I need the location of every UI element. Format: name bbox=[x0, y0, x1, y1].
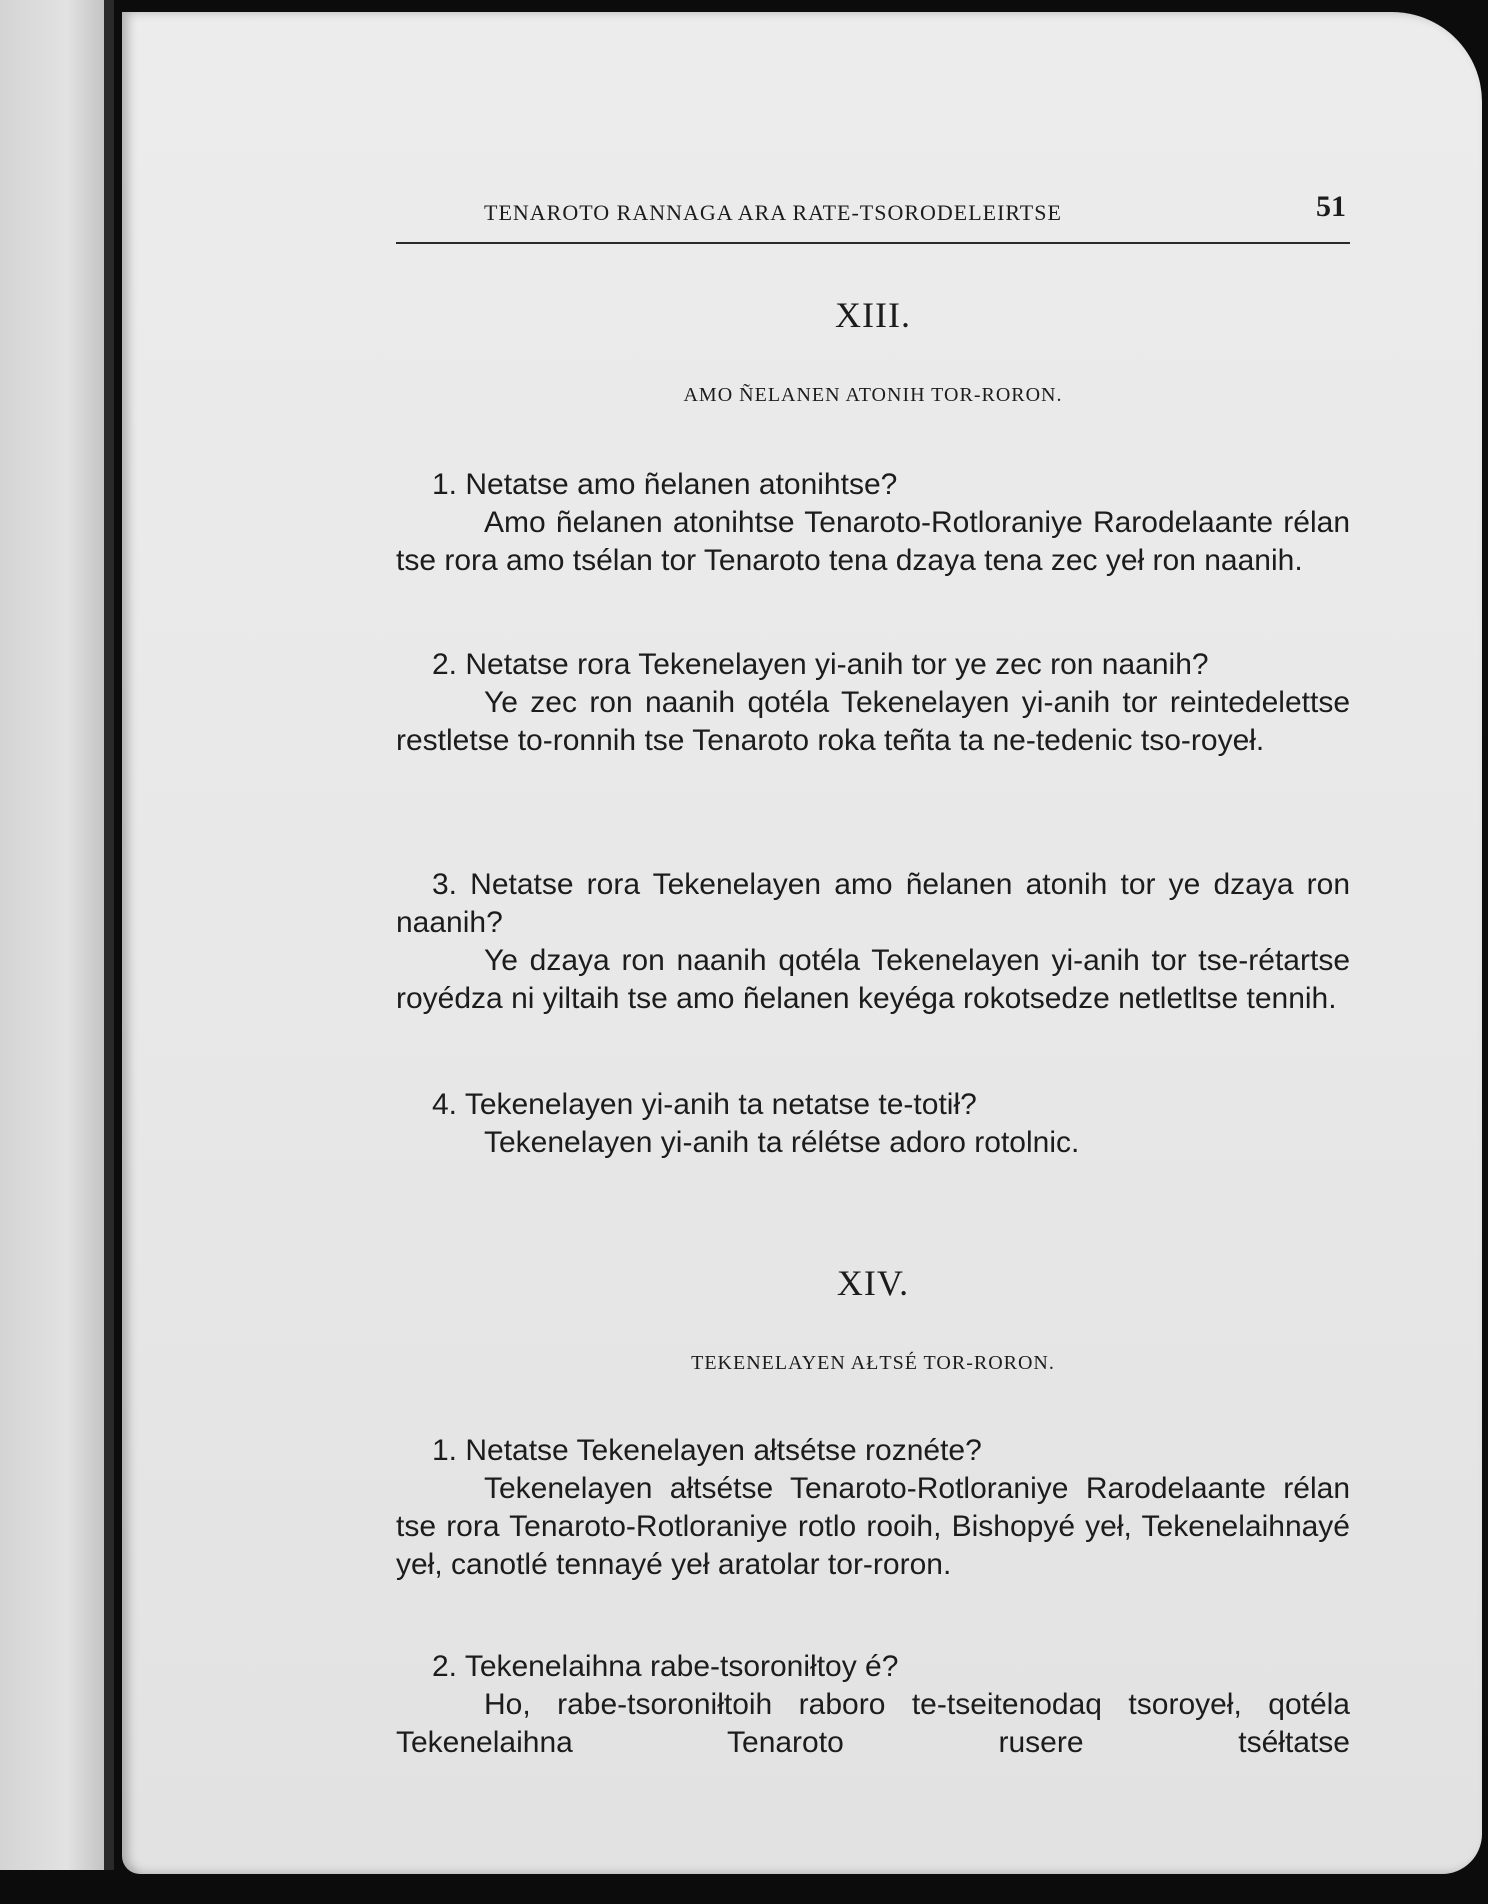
question: 3. Netatse rora Tekenelayen amo ñelanen atonih tor ye dzaya ron naanih? bbox=[396, 868, 1350, 939]
qa-item bbox=[396, 1086, 1350, 1162]
qa-item bbox=[396, 866, 1350, 1018]
page-number: 51 bbox=[1316, 190, 1346, 223]
qa-item bbox=[396, 1432, 1350, 1584]
section-number: XIV. bbox=[836, 1263, 910, 1303]
book-page bbox=[122, 12, 1482, 1874]
answer: Ye dzaya ron naanih qotéla Tekenelayen yi-anih tor tse-rétartse royédza ni yiltaih tse amo ñelanen keyéga rokotsedze netletltse tennih. bbox=[396, 944, 1350, 1015]
question: 1. Netatse amo ñelanen atonihtse? bbox=[432, 468, 898, 501]
question: 1. Netatse Tekenelayen ałtsétse roznéte? bbox=[432, 1434, 982, 1467]
answer: Amo ñelanen atonihtse Tenaroto-Rotloraniye Rarodelaante rélan tse rora amo tsélan tor Tenaroto tena dzaya tena zec yeł ron naanih. bbox=[396, 506, 1350, 577]
qa-item bbox=[396, 1648, 1350, 1762]
answer: Ye zec ron naanih qotéla Tekenelayen yi-anih tor reintedelettse restletse to-ronnih tse Tenaroto roka teñta ta ne-tedenic tso-royeł. bbox=[396, 686, 1350, 757]
section-title: TEKENELAYEN AŁTSÉ TOR-RORON. bbox=[691, 1352, 1055, 1374]
running-title: TENAROTO RANNAGA ARA RATE-TSORODELEIRTSE bbox=[484, 200, 1062, 225]
question: 2. Netatse rora Tekenelayen yi-anih tor ye zec ron naanih? bbox=[432, 648, 1209, 681]
book-gutter bbox=[104, 0, 114, 1870]
answer: Ho, rabe-tsoroniłtoih raboro te-tseitenodaq tsoroyeł, qotéla Tekenelaihna Tenaroto rusere tséłtatse bbox=[396, 1688, 1350, 1759]
answer: Tekenelayen ałtsétse Tenaroto-Rotloraniye Rarodelaante rélan tse rora Tenaroto-Rotloraniye rotlo rooih, Bishopyé yeł, Tekenelaihnayé yeł, canotlé tennayé yeł aratolar tor-roron. bbox=[396, 1472, 1350, 1581]
question: 2. Tekenelaihna rabe-tsoroniłtoy é? bbox=[432, 1650, 899, 1683]
page-header bbox=[396, 188, 1350, 244]
question: 4. Tekenelayen yi-anih ta netatse te-totił? bbox=[432, 1088, 977, 1121]
previous-page-edge bbox=[0, 0, 112, 1870]
qa-item bbox=[396, 646, 1350, 760]
section-title: AMO ÑELANEN ATONIH TOR-RORON. bbox=[683, 384, 1063, 406]
section-number: XIII. bbox=[835, 295, 911, 335]
answer: Tekenelayen yi-anih ta rélétse adoro rotolnic. bbox=[484, 1126, 1080, 1159]
qa-item bbox=[396, 466, 1350, 580]
